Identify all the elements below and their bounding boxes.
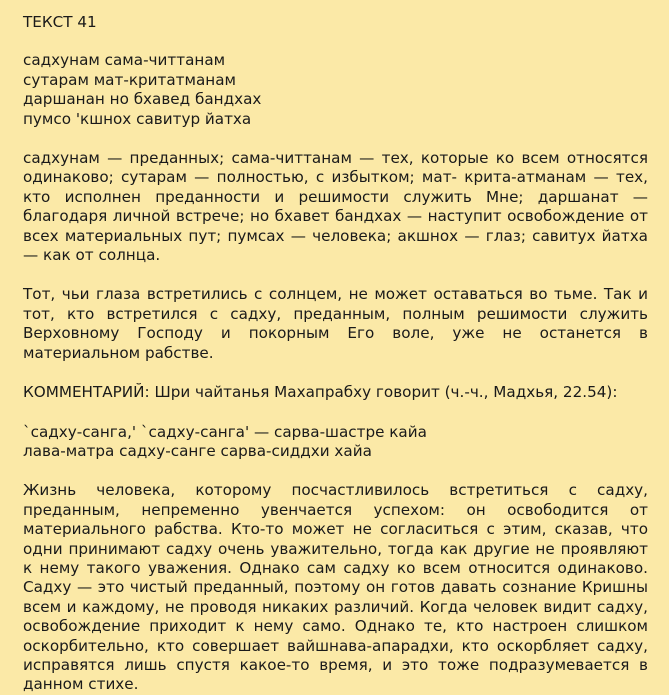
quote-block <box>23 423 648 462</box>
quote-line: `садху-санга,' `садху-санга' — сарва-шастре кайа <box>23 422 427 441</box>
synonyms-paragraph: садхунам — преданных; сама-читтанам — тех, которые ко всем относятся одинаково; сутарам — полностью, с избытком; мат- крита-атманам — тех, кто исполнен преданности и решимости служить Мне; даршанат — благодаря личной встрече; но бхавет бандхах — наступит освобождение от всех материальных пут; пумсах — человека; акшнох — глаз; савитух йатха — как от солнца. <box>23 149 648 265</box>
verse-line: садхунам сама-читтанам <box>23 51 226 70</box>
commentary-intro: КОММЕНТАРИЙ: Шри чайтанья Махапрабху говорит (ч.-ч., Мадхья, 22.54): <box>23 383 618 402</box>
verse-line: даршанан но бхавед бандхах <box>23 90 262 109</box>
verse-line: сутарам мат-критатманам <box>23 70 236 89</box>
quote-line: лава-матра садху-санге сарва-сиддхи хайа <box>23 441 372 460</box>
text-heading: ТЕКСТ 41 <box>23 13 97 31</box>
commentary-paragraph: Жизнь человека, которому посчастливилось встретиться с садху, преданным, непременно увенчается успехом: он освободится от материального рабства. Кто-то может не согласиться с этим, сказав, что одни принимают садху очень уважительно, тогда как другие не проявляют к нему такого уважения. Однако сам садху ко всем относится одинаково. Садху — это чистый преданный, поэтому он готов давать сознание Кришны всем и каждому, не проводя никаких различий. Когда человек видит садху, освобождение приходит к нему само. Однако те, кто настроен слишком оскорбительно, кто совершает вайшнава-апарадхи, кто оскорбляет садху, исправятся лишь спустя какое-то время, и это тоже подразумевается в данном стихе. <box>23 481 648 694</box>
translation-paragraph: Тот, чьи глаза встретились с солнцем, не может оставаться во тьме. Так и тот, кто встретился с садху, преданным, полным решимости служить Верховному Господу и покорным Его воле, уже не останется в материальном рабстве. <box>23 285 648 362</box>
verse-line: пумсо 'кшнох савитур йатха <box>23 109 252 128</box>
verse-block <box>23 51 648 129</box>
